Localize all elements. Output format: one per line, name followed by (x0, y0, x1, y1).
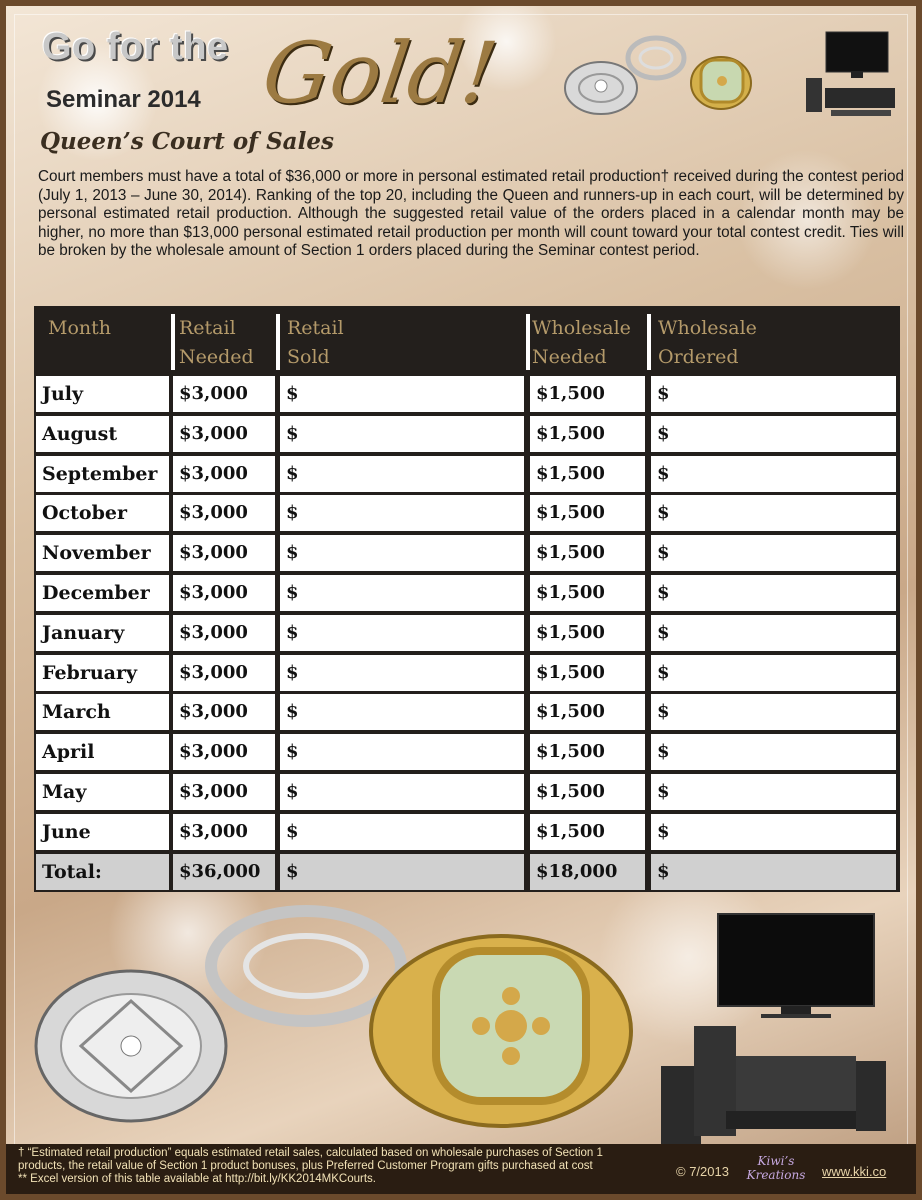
retail-sold-cell[interactable]: $ (280, 376, 524, 412)
footer (6, 1144, 922, 1200)
gold-gem-ring-icon (691, 57, 751, 109)
wholesale-needed-cell: $1,500 (530, 734, 645, 770)
retail-sold-cell[interactable]: $ (280, 615, 524, 651)
brand-line: Kiwi’s (757, 1154, 795, 1168)
month-cell: November (36, 535, 169, 571)
retail-needed-cell: $3,000 (173, 734, 275, 770)
wholesale-needed-cell: $1,500 (530, 774, 645, 810)
table-row (34, 454, 900, 492)
wholesale-ordered-cell[interactable]: $ (651, 655, 896, 691)
footnote-line: † “Estimated retail production” equals estimated retail sales, calculated based on wholesale purchases of Section 1 (18, 1147, 603, 1159)
wholesale-ordered-cell[interactable]: $ (651, 734, 896, 770)
wholesale-ordered-cell[interactable]: $ (651, 416, 896, 452)
month-cell: February (36, 655, 169, 691)
retail-sold-cell[interactable]: $ (280, 575, 524, 611)
header-label: Retail (179, 317, 236, 339)
sales-table (34, 306, 900, 892)
footnote-line: products, the retail value of Section 1 product bonuses, plus Preferred Customer Program gifts purchased at cost (18, 1160, 593, 1172)
retail-sold-cell[interactable]: $ (280, 814, 524, 850)
retail-sold-cell[interactable]: $ (280, 456, 524, 492)
month-cell: December (36, 575, 169, 611)
month-cell: June (36, 814, 169, 850)
copyright: © 7/2013 (676, 1164, 729, 1179)
wholesale-ordered-cell[interactable]: $ (651, 615, 896, 651)
retail-sold-cell[interactable]: $ (280, 854, 524, 890)
month-cell: April (36, 734, 169, 770)
retail-sold-cell[interactable]: $ (280, 734, 524, 770)
header-label: Wholesale (532, 317, 631, 339)
month-cell: May (36, 774, 169, 810)
wholesale-needed-cell: $1,500 (530, 376, 645, 412)
filigree-ring-icon (211, 911, 401, 1021)
wholesale-needed-cell: $1,500 (530, 814, 645, 850)
header-divider (276, 314, 280, 370)
retail-needed-cell: $3,000 (173, 456, 275, 492)
filigree-ring-icon (628, 38, 684, 78)
retail-needed-cell: $3,000 (173, 535, 275, 571)
retail-needed-cell: $3,000 (173, 774, 275, 810)
table-row (34, 732, 900, 770)
retail-sold-cell[interactable]: $ (280, 694, 524, 730)
silver-ring-icon (36, 971, 226, 1121)
wholesale-needed-cell: $1,500 (530, 495, 645, 531)
wholesale-needed-cell: $1,500 (530, 655, 645, 691)
wholesale-ordered-cell[interactable]: $ (651, 814, 896, 850)
retail-sold-cell[interactable]: $ (280, 655, 524, 691)
footnote (18, 1147, 668, 1186)
subtitle-seminar: Seminar 2014 (46, 86, 201, 113)
header-retail-sold (287, 314, 344, 372)
product-images (6, 896, 922, 1146)
table-row (34, 414, 900, 452)
wholesale-needed-cell: $1,500 (530, 575, 645, 611)
retail-sold-cell[interactable]: $ (280, 535, 524, 571)
website-link[interactable]: www.kki.co (822, 1164, 887, 1179)
table-header (34, 306, 900, 374)
header-divider (647, 314, 651, 370)
court-title: Queen’s Court of Sales (40, 128, 334, 155)
retail-needed-cell: $3,000 (173, 575, 275, 611)
tv-icon (718, 914, 874, 1018)
retail-sold-cell[interactable]: $ (280, 495, 524, 531)
wholesale-ordered-cell[interactable]: $ (651, 854, 896, 890)
wholesale-needed-cell: $1,500 (530, 535, 645, 571)
table-row (34, 573, 900, 611)
wholesale-ordered-cell[interactable]: $ (651, 495, 896, 531)
retail-needed-cell: $3,000 (173, 416, 275, 452)
retail-needed-cell: $36,000 (173, 854, 275, 890)
retail-needed-cell: $3,000 (173, 495, 275, 531)
retail-sold-cell[interactable]: $ (280, 416, 524, 452)
wholesale-ordered-cell[interactable]: $ (651, 575, 896, 611)
retail-needed-cell: $3,000 (173, 814, 275, 850)
retail-sold-cell[interactable]: $ (280, 774, 524, 810)
table-row (34, 772, 900, 810)
header-divider (526, 314, 530, 370)
table-row (34, 533, 900, 571)
month-cell: October (36, 495, 169, 531)
header-divider (171, 314, 175, 370)
retail-needed-cell: $3,000 (173, 615, 275, 651)
wholesale-ordered-cell[interactable]: $ (651, 774, 896, 810)
home-theater-icon (661, 1026, 886, 1144)
header-label: Wholesale (658, 317, 757, 339)
month-cell: September (36, 456, 169, 492)
month-cell: August (36, 416, 169, 452)
header-label: Needed (532, 346, 607, 368)
month-cell: March (36, 694, 169, 730)
header-label: Needed (179, 346, 254, 368)
title-go-for-the: Go for the (42, 26, 229, 68)
header-label: Ordered (658, 346, 739, 368)
month-cell: January (36, 615, 169, 651)
table-row (34, 493, 900, 531)
month-cell: Total: (36, 854, 169, 890)
rules-paragraph: Court members must have a total of $36,000 or more in personal estimated retail production† received during the contest period (July 1, 2013 – June 30, 2014). Ranking of the top 20, including the Queen and runners-up in each court, will be determined by personal estimated retail production. Although the suggested retail value of the orders placed in a calendar month may be higher, no more than $13,000 personal estimated retail production per month will count toward your total contest credit. Ties will be broken by the wholesale amount of Section 1 orders placed during the Seminar contest period. (38, 168, 904, 259)
retail-needed-cell: $3,000 (173, 655, 275, 691)
top-products (561, 28, 901, 118)
header-retail-needed (179, 314, 254, 372)
wholesale-ordered-cell[interactable]: $ (651, 535, 896, 571)
home-theater-icon (806, 78, 895, 116)
table-row (34, 692, 900, 730)
header-label: Retail (287, 317, 344, 339)
table-row (34, 812, 900, 850)
wholesale-needed-cell: $1,500 (530, 694, 645, 730)
header-month-label: Month (48, 317, 112, 339)
retail-needed-cell: $3,000 (173, 376, 275, 412)
table-row (34, 653, 900, 691)
footnote-line: ** Excel version of this table available at http://bit.ly/KK2014MKCourts. (18, 1173, 376, 1185)
retail-needed-cell: $3,000 (173, 694, 275, 730)
brand-logo (741, 1154, 811, 1194)
header-wholesale-ordered (658, 314, 757, 372)
table-row (34, 613, 900, 651)
gold-gem-ring-icon (371, 936, 631, 1126)
wholesale-needed-cell: $1,500 (530, 456, 645, 492)
title-gold: Gold! (257, 24, 503, 122)
month-cell: July (36, 376, 169, 412)
wholesale-ordered-cell[interactable]: $ (651, 456, 896, 492)
wholesale-ordered-cell[interactable]: $ (651, 376, 896, 412)
wholesale-needed-cell: $1,500 (530, 615, 645, 651)
header-month (48, 314, 111, 343)
wholesale-needed-cell: $18,000 (530, 854, 645, 890)
silver-ring-icon (565, 62, 637, 114)
brand-line: Kreations (746, 1168, 806, 1182)
table-total-row (34, 852, 900, 890)
tv-icon (826, 32, 888, 78)
table-row (34, 374, 900, 412)
header-wholesale-needed (532, 314, 631, 372)
wholesale-needed-cell: $1,500 (530, 416, 645, 452)
wholesale-ordered-cell[interactable]: $ (651, 694, 896, 730)
header-label: Sold (287, 346, 330, 368)
